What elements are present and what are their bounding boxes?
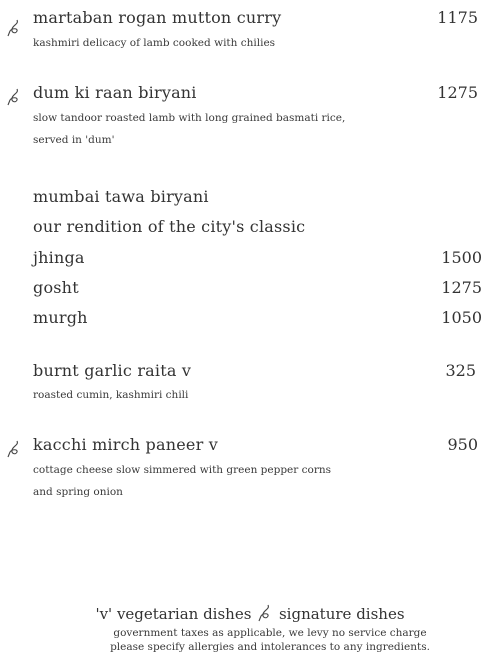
vegetarian-legend: 'v' vegetarian dishes: [95, 605, 252, 623]
variant-name: murgh: [33, 308, 88, 327]
dish-subtitle: our rendition of the city's classic: [33, 217, 306, 236]
variant-name: jhinga: [33, 248, 85, 267]
signature-legend: signature dishes: [278, 605, 405, 623]
dish-name: kacchi mirch paneer v: [33, 435, 218, 454]
dish-price: 950: [447, 435, 478, 454]
dish-name: martaban rogan mutton curry: [33, 8, 282, 27]
allergy-note: please specify allergies and intolerances to any ingredients.: [110, 641, 430, 653]
dish-description-line: cottage cheese slow simmered with green pepper corns: [33, 464, 331, 476]
dish-description-line: and spring onion: [33, 486, 123, 498]
dish-description-line: served in 'dum': [33, 134, 115, 146]
signature-dish-icon: [7, 440, 21, 458]
dish-description: roasted cumin, kashmiri chili: [33, 389, 189, 401]
dish-name: burnt garlic raita v: [33, 361, 192, 380]
signature-dish-icon: [7, 19, 21, 37]
dish-price: 1275: [437, 83, 478, 102]
variant-price: 1275: [441, 278, 482, 297]
tax-note: government taxes as applicable, we levy no service charge: [113, 627, 427, 639]
dish-description-line: slow tandoor roasted lamb with long grained basmati rice,: [33, 112, 346, 124]
signature-dish-icon: [7, 88, 21, 106]
variant-price: 1050: [441, 308, 482, 327]
signature-dish-icon: [258, 604, 272, 626]
dish-price: 325: [445, 361, 476, 380]
variant-name: gosht: [33, 278, 79, 297]
dish-price: 1175: [437, 8, 478, 27]
dish-name: mumbai tawa biryani: [33, 187, 209, 206]
dish-description: kashmiri delicacy of lamb cooked with chilies: [33, 37, 276, 49]
legend-line: [0, 604, 500, 626]
variant-price: 1500: [441, 248, 482, 267]
dish-name: dum ki raan biryani: [33, 83, 197, 102]
